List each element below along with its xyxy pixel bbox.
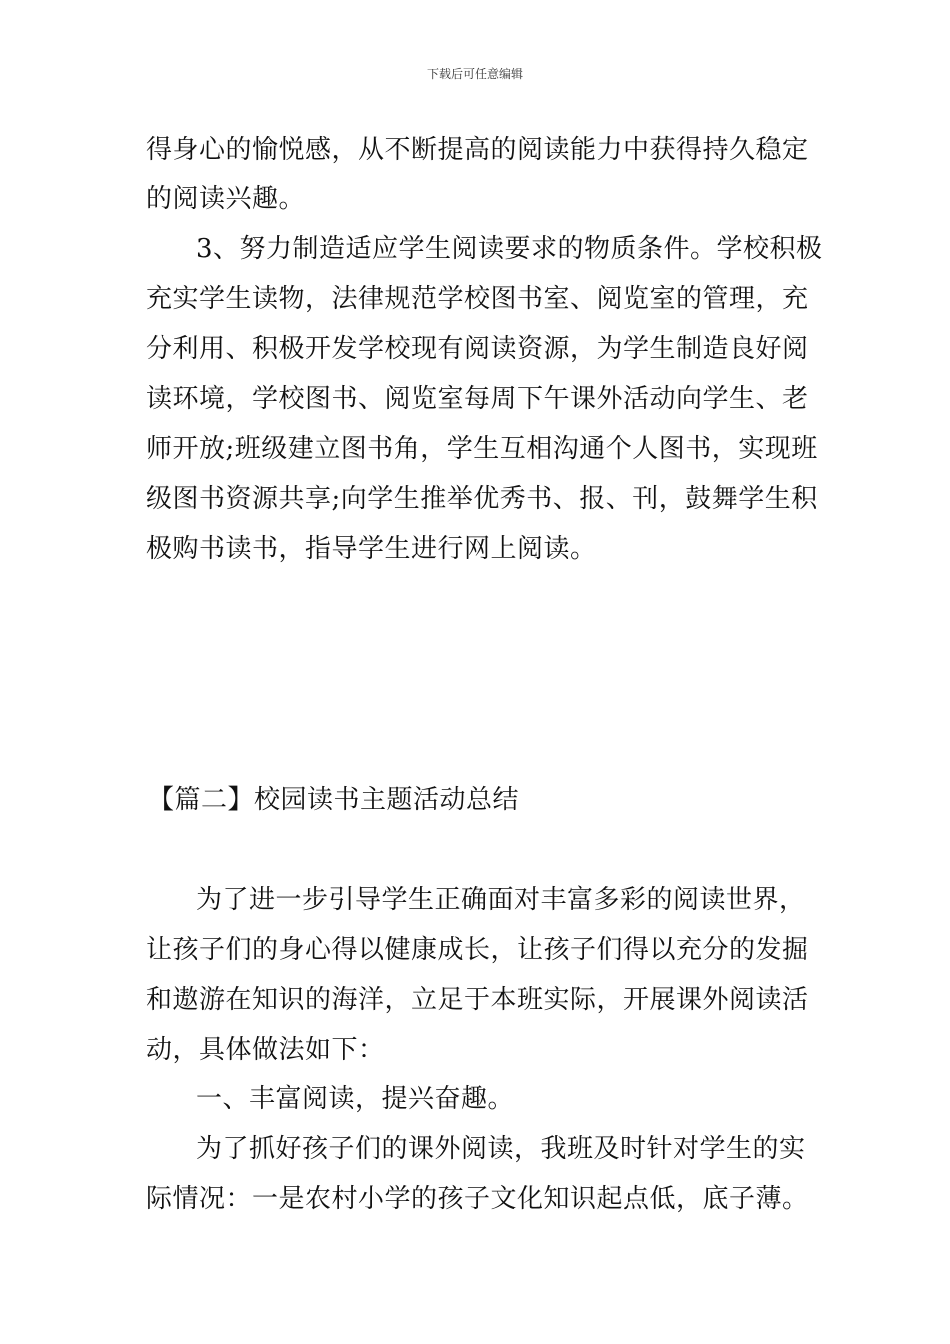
section-title: 【篇二】校园读书主题活动总结 — [148, 785, 520, 815]
page-header-note: 下载后可任意编辑 — [426, 67, 523, 81]
paragraph-line: 为了抓好孩子们的课外阅读，我班及时针对学生的实 — [196, 1134, 806, 1164]
paragraph-line: 分利用、积极开发学校现有阅读资源，为学生制造良好阅 — [146, 334, 809, 364]
paragraph-line: 读环境，学校图书、阅览室每周下午课外活动向学生、老 — [146, 384, 809, 414]
paragraph-line: 极购书读书，指导学生进行网上阅读。 — [146, 534, 597, 564]
paragraph-line: 为了进一步引导学生正确面对丰富多彩的阅读世界， — [196, 885, 806, 915]
paragraph-line: 充实学生读物，法律规范学校图书室、阅览室的管理，充 — [146, 284, 809, 314]
paragraph-line: 师开放;班级建立图书角，学生互相沟通个人图书，实现班 — [146, 434, 818, 464]
paragraph-line: 和遨游在知识的海洋，立足于本班实际，开展课外阅读活 — [146, 985, 809, 1015]
paragraph-line: 动，具体做法如下： — [146, 1035, 385, 1065]
paragraph-line: 一、丰富阅读，提兴奋趣。 — [196, 1084, 515, 1114]
paragraph-line: 3、努力制造适应学生阅读要求的物质条件。学校积极 — [196, 234, 823, 264]
paragraph-line: 际情况：一是农村小学的孩子文化知识起点低，底子薄。 — [146, 1184, 809, 1214]
paragraph-line: 让孩子们的身心得以健康成长，让孩子们得以充分的发掘 — [146, 935, 809, 965]
paragraph-line: 的阅读兴趣。 — [146, 184, 306, 214]
paragraph-line: 级图书资源共享;向学生推举优秀书、报、刊，鼓舞学生积 — [146, 484, 818, 514]
paragraph-line: 得身心的愉悦感，从不断提高的阅读能力中获得持久稳定 — [146, 135, 809, 165]
